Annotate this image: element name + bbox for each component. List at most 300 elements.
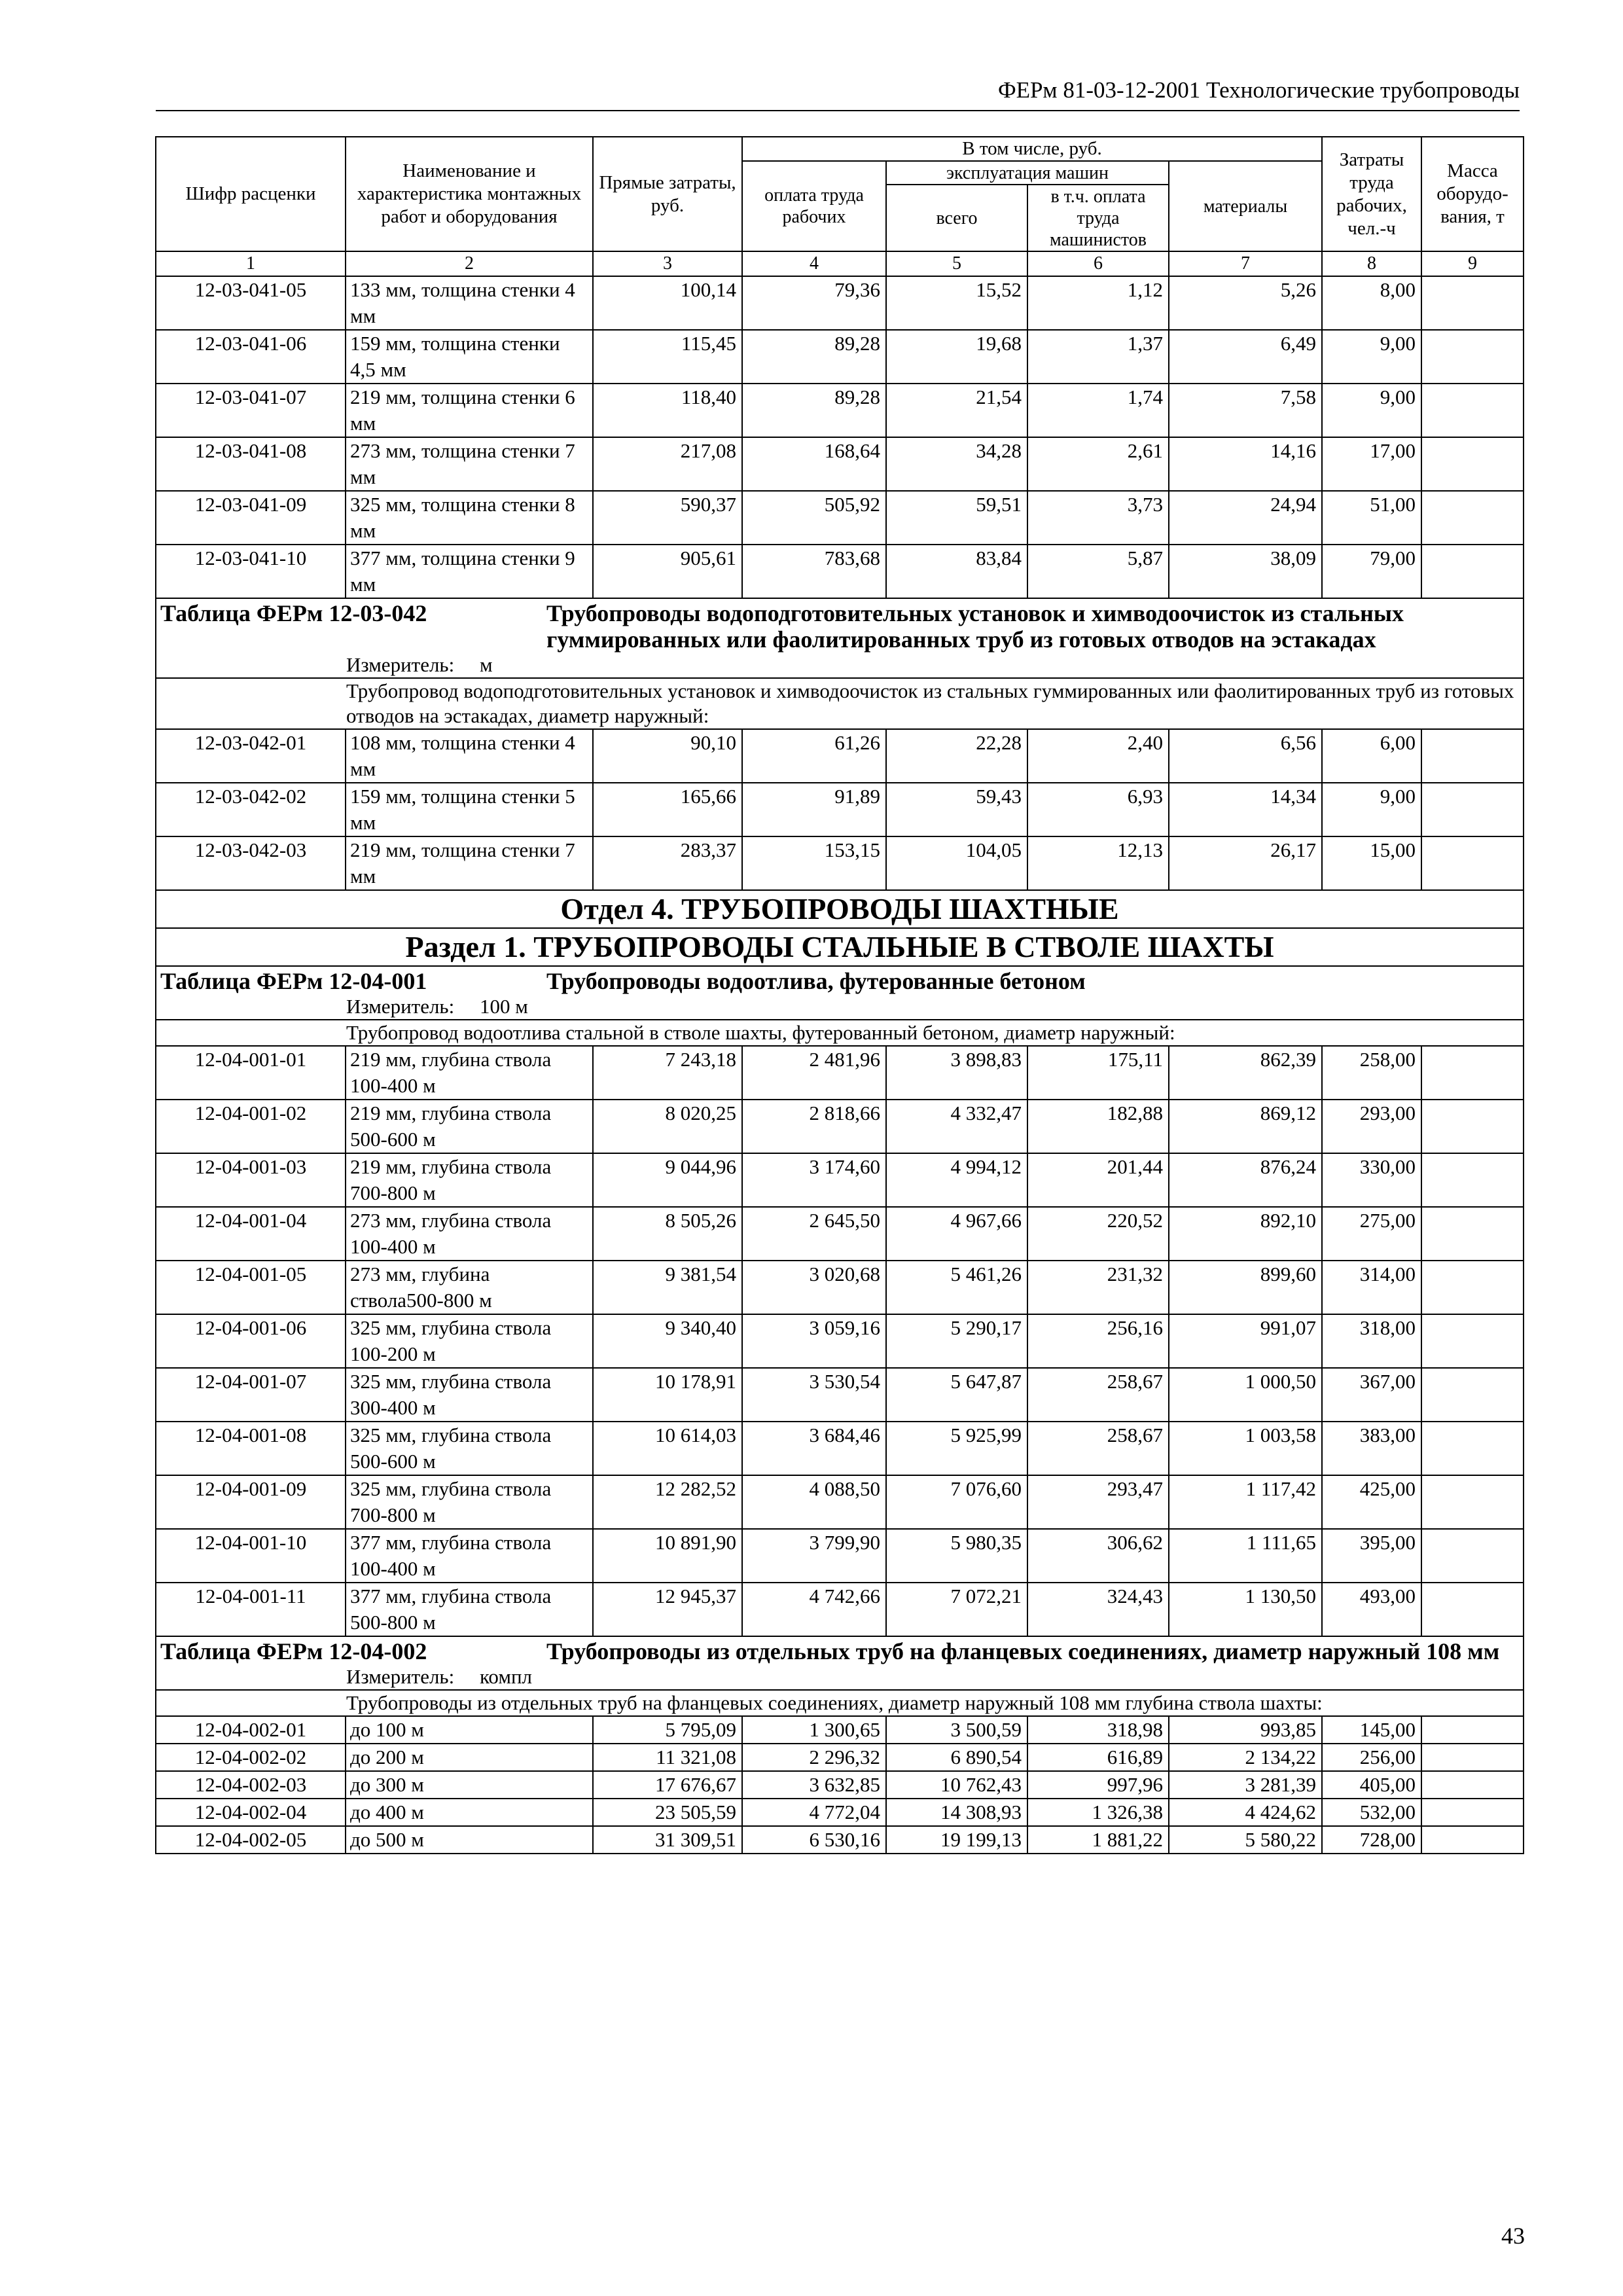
cell-materials: 1 130,50 [1169,1583,1322,1636]
cell-direct: 217,08 [593,437,742,491]
cell-workers: 3 020,68 [742,1261,886,1314]
table-row [156,1529,1524,1583]
cell-workers: 1 300,65 [742,1716,886,1744]
table-row [156,783,1524,836]
col-labor-header: Затраты труда рабочих, чел.-ч [1322,137,1421,251]
column-number: 7 [1169,251,1322,276]
table-name: Таблица ФЕРм 12-04-002 [160,1638,427,1664]
cell-labor: 275,00 [1322,1207,1421,1261]
cell-code: 12-04-001-05 [156,1261,346,1314]
cell-mass [1421,1422,1524,1475]
cell-name: 325 мм, глубина ствола 500-600 м [346,1422,593,1475]
cell-code: 12-03-041-06 [156,330,346,384]
table-row [156,1368,1524,1422]
cell-direct: 590,37 [593,491,742,545]
cell-code: 12-04-002-02 [156,1744,346,1771]
cell-workers: 2 296,32 [742,1744,886,1771]
table-001-heading [156,966,1524,1046]
cell-labor: 256,00 [1322,1744,1421,1771]
table-row [156,836,1524,890]
cell-direct: 118,40 [593,384,742,437]
cell-machines: 3 500,59 [886,1716,1027,1744]
cell-name: 325 мм, глубина ствола 100-200 м [346,1314,593,1368]
cell-machinists: 324,43 [1027,1583,1169,1636]
cell-workers: 89,28 [742,330,886,384]
cell-name: 377 мм, толщина стенки 9 мм [346,545,593,598]
cell-machines: 19 199,13 [886,1826,1027,1854]
cell-materials: 869,12 [1169,1100,1322,1153]
cell-mass [1421,384,1524,437]
cell-machines: 5 290,17 [886,1314,1027,1368]
cell-labor: 314,00 [1322,1261,1421,1314]
cell-machines: 59,51 [886,491,1027,545]
cell-mass [1421,1207,1524,1261]
cell-workers: 168,64 [742,437,886,491]
table-row [156,330,1524,384]
column-numbers [156,251,1524,276]
cell-machinists: 12,13 [1027,836,1169,890]
cell-direct: 17 676,67 [593,1771,742,1799]
cell-code: 12-04-001-10 [156,1529,346,1583]
cell-machinists: 220,52 [1027,1207,1169,1261]
table-note: Трубопровод водоотлива стальной в стволе шахты, футерованный бетоном, диаметр наружный: [156,1020,1524,1046]
cell-workers: 89,28 [742,384,886,437]
cell-name: до 400 м [346,1799,593,1826]
cell-materials: 24,94 [1169,491,1322,545]
cell-materials: 1 111,65 [1169,1529,1322,1583]
cell-code: 12-03-041-08 [156,437,346,491]
cell-machines: 3 898,83 [886,1046,1027,1100]
cell-mass [1421,1475,1524,1529]
cell-mass [1421,1314,1524,1368]
cell-machinists: 2,61 [1027,437,1169,491]
cell-machinists: 258,67 [1027,1368,1169,1422]
column-number: 8 [1322,251,1421,276]
cell-name: 159 мм, толщина стенки 4,5 мм [346,330,593,384]
cell-machines: 7 072,21 [886,1583,1027,1636]
cell-code: 12-04-001-11 [156,1583,346,1636]
cell-name: до 500 м [346,1826,593,1854]
table-row [156,1207,1524,1261]
cell-machinists: 5,87 [1027,545,1169,598]
cell-mass [1421,1799,1524,1826]
table-row [156,1100,1524,1153]
cell-mass [1421,1261,1524,1314]
table-row [156,1583,1524,1636]
cell-direct: 31 309,51 [593,1826,742,1854]
col-machines-header: эксплуатация машин [886,161,1169,185]
cell-workers: 79,36 [742,276,886,330]
cell-materials: 14,34 [1169,783,1322,836]
cell-labor: 17,00 [1322,437,1421,491]
col-name-header: Наименование и характеристика монтажных работ и оборудования [346,137,593,251]
cell-code: 12-03-041-10 [156,545,346,598]
table-row [156,1475,1524,1529]
cell-name: 219 мм, глубина ствола 500-600 м [346,1100,593,1153]
cell-labor: 145,00 [1322,1716,1421,1744]
cell-mass [1421,1716,1524,1744]
cell-materials: 6,49 [1169,330,1322,384]
table-042-body [156,729,1524,890]
cell-machinists: 2,40 [1027,729,1169,783]
cell-direct: 10 891,90 [593,1529,742,1583]
table-row [156,491,1524,545]
cell-name: 377 мм, глубина ствола 100-400 м [346,1529,593,1583]
cell-name: 273 мм, глубина ствола 100-400 м [346,1207,593,1261]
cell-machines: 4 994,12 [886,1153,1027,1207]
cell-materials: 862,39 [1169,1046,1322,1100]
cell-workers: 3 632,85 [742,1771,886,1799]
table-001-body [156,1046,1524,1636]
cell-code: 12-04-001-01 [156,1046,346,1100]
cell-materials: 14,16 [1169,437,1322,491]
cell-materials: 7,58 [1169,384,1322,437]
cell-code: 12-04-001-03 [156,1153,346,1207]
cell-labor: 405,00 [1322,1771,1421,1799]
table-row [156,545,1524,598]
cell-machinists: 306,62 [1027,1529,1169,1583]
cell-materials: 899,60 [1169,1261,1322,1314]
cell-workers: 2 818,66 [742,1100,886,1153]
cell-labor: 79,00 [1322,545,1421,598]
cell-workers: 61,26 [742,729,886,783]
cell-direct: 7 243,18 [593,1046,742,1100]
table-row [156,1771,1524,1799]
cell-machinists: 182,88 [1027,1100,1169,1153]
cell-code: 12-04-001-07 [156,1368,346,1422]
column-number: 5 [886,251,1027,276]
cell-name: до 300 м [346,1771,593,1799]
col-including-header: В том числе, руб. [742,137,1322,161]
cell-machines: 21,54 [886,384,1027,437]
unit-label: Измеритель: [346,1665,455,1688]
cell-machines: 104,05 [886,836,1027,890]
cell-direct: 283,37 [593,836,742,890]
cell-name: 219 мм, глубина ствола 100-400 м [346,1046,593,1100]
table-002-heading [156,1636,1524,1716]
table-note: Трубопроводы из отдельных труб на фланцевых соединениях, диаметр наружный 108 мм глубина ствола шахты: [156,1690,1524,1716]
table-row [156,1153,1524,1207]
cell-mass [1421,1153,1524,1207]
cell-mass [1421,1826,1524,1854]
cell-name: 273 мм, глубина ствола500-800 м [346,1261,593,1314]
cell-direct: 165,66 [593,783,742,836]
cell-labor: 258,00 [1322,1046,1421,1100]
cell-workers: 3 059,16 [742,1314,886,1368]
cell-direct: 8 505,26 [593,1207,742,1261]
col-mass-header: Масса оборудо-вания, т [1421,137,1524,251]
cell-materials: 892,10 [1169,1207,1322,1261]
cell-direct: 5 795,09 [593,1716,742,1744]
table-name: Таблица ФЕРм 12-03-042 [160,600,427,626]
cell-labor: 318,00 [1322,1314,1421,1368]
cell-name: 133 мм, толщина стенки 4 мм [346,276,593,330]
cell-workers: 4 772,04 [742,1799,886,1826]
cell-machinists: 616,89 [1027,1744,1169,1771]
division-title: Отдел 4. ТРУБОПРОВОДЫ ШАХТНЫЕ [156,890,1524,928]
table-row [156,1261,1524,1314]
cell-workers: 783,68 [742,545,886,598]
cell-name: 219 мм, толщина стенки 7 мм [346,836,593,890]
cell-code: 12-04-002-04 [156,1799,346,1826]
cell-machinists: 3,73 [1027,491,1169,545]
cell-machines: 5 461,26 [886,1261,1027,1314]
cell-direct: 8 020,25 [593,1100,742,1153]
col-code-header: Шифр расценки [156,137,346,251]
cell-name: 325 мм, глубина ствола 700-800 м [346,1475,593,1529]
cell-materials: 5,26 [1169,276,1322,330]
cell-direct: 10 178,91 [593,1368,742,1422]
cell-machinists: 258,67 [1027,1422,1169,1475]
cell-machinists: 201,44 [1027,1153,1169,1207]
table-row [156,1799,1524,1826]
cell-machines: 7 076,60 [886,1475,1027,1529]
cell-direct: 905,61 [593,545,742,598]
cell-direct: 23 505,59 [593,1799,742,1826]
table-row [156,1716,1524,1744]
cell-name: до 100 м [346,1716,593,1744]
cell-labor: 367,00 [1322,1368,1421,1422]
column-number: 4 [742,251,886,276]
cell-materials: 991,07 [1169,1314,1322,1368]
cell-labor: 15,00 [1322,836,1421,890]
cell-machinists: 1,37 [1027,330,1169,384]
cell-machines: 22,28 [886,729,1027,783]
cell-workers: 6 530,16 [742,1826,886,1854]
table-row [156,437,1524,491]
cell-mass [1421,1100,1524,1153]
cell-labor: 383,00 [1322,1422,1421,1475]
cell-machines: 4 967,66 [886,1207,1027,1261]
cell-machines: 15,52 [886,276,1027,330]
unit-value: компл [479,1665,533,1688]
table-title: Трубопроводы водоподготовительных установок и химводоочисток из стальных гуммированных или фаолитированных труб из готовых отводов на эстакадах [546,600,1404,653]
cell-name: 325 мм, глубина ствола 300-400 м [346,1368,593,1422]
table-row [156,384,1524,437]
cell-mass [1421,783,1524,836]
table-row [156,1046,1524,1100]
cell-code: 12-04-002-01 [156,1716,346,1744]
cell-workers: 3 530,54 [742,1368,886,1422]
cell-mass [1421,330,1524,384]
cell-code: 12-04-001-06 [156,1314,346,1368]
cell-machines: 10 762,43 [886,1771,1027,1799]
cell-materials: 38,09 [1169,545,1322,598]
col-machinists-header: в т.ч. оплата труда машинистов [1027,185,1169,251]
cell-labor: 9,00 [1322,783,1421,836]
table-note: Трубопровод водоподготовительных установок и химводоочисток из стальных гуммированных или фаолитированных труб из готовых отводов на эстакадах, диаметр наружный: [156,678,1524,729]
cell-materials: 3 281,39 [1169,1771,1322,1799]
cell-code: 12-03-041-07 [156,384,346,437]
cell-labor: 9,00 [1322,384,1421,437]
cell-mass [1421,1046,1524,1100]
cell-machinists: 293,47 [1027,1475,1169,1529]
cell-code: 12-03-041-09 [156,491,346,545]
column-number: 2 [346,251,593,276]
cell-materials: 1 000,50 [1169,1368,1322,1422]
cell-mass [1421,1771,1524,1799]
cell-mass [1421,276,1524,330]
cell-direct: 100,14 [593,276,742,330]
col-materials-header: материалы [1169,161,1322,251]
cell-workers: 91,89 [742,783,886,836]
column-number: 3 [593,251,742,276]
column-number: 9 [1421,251,1524,276]
cell-direct: 12 945,37 [593,1583,742,1636]
cell-machinists: 1,12 [1027,276,1169,330]
document-title: ФЕРм 81-03-12-2001 Технологические трубопроводы [997,77,1520,103]
cell-machines: 83,84 [886,545,1027,598]
cell-labor: 728,00 [1322,1826,1421,1854]
cell-mass [1421,545,1524,598]
cell-machinists: 318,98 [1027,1716,1169,1744]
cell-workers: 4 088,50 [742,1475,886,1529]
cell-name: 273 мм, толщина стенки 7 мм [346,437,593,491]
cell-workers: 4 742,66 [742,1583,886,1636]
table-row [156,1422,1524,1475]
col-workers-header: оплата труда рабочих [742,161,886,251]
column-number: 1 [156,251,346,276]
table-row [156,1826,1524,1854]
cell-code: 12-04-001-08 [156,1422,346,1475]
cell-mass [1421,1368,1524,1422]
table-002-body [156,1716,1524,1854]
cell-machinists: 1 881,22 [1027,1826,1169,1854]
price-table [155,136,1524,1854]
cell-direct: 10 614,03 [593,1422,742,1475]
cell-labor: 293,00 [1322,1100,1421,1153]
cell-machinists: 175,11 [1027,1046,1169,1100]
cell-direct: 9 381,54 [593,1261,742,1314]
page-header [156,77,1520,111]
cell-direct: 11 321,08 [593,1744,742,1771]
cell-name: 108 мм, толщина стенки 4 мм [346,729,593,783]
cell-code: 12-03-042-02 [156,783,346,836]
cell-direct: 9 044,96 [593,1153,742,1207]
section-title: Раздел 1. ТРУБОПРОВОДЫ СТАЛЬНЫЕ В СТВОЛЕ ШАХТЫ [156,928,1524,966]
col-machines-total-header: всего [886,185,1027,251]
cell-materials: 6,56 [1169,729,1322,783]
cell-labor: 6,00 [1322,729,1421,783]
cell-name: до 200 м [346,1744,593,1771]
cell-labor: 330,00 [1322,1153,1421,1207]
cell-machinists: 997,96 [1027,1771,1169,1799]
cell-mass [1421,437,1524,491]
cell-code: 12-04-001-09 [156,1475,346,1529]
cell-materials: 4 424,62 [1169,1799,1322,1826]
cell-materials: 1 003,58 [1169,1422,1322,1475]
cell-code: 12-03-041-05 [156,276,346,330]
cell-labor: 532,00 [1322,1799,1421,1826]
cell-machinists: 231,32 [1027,1261,1169,1314]
cell-machines: 19,68 [886,330,1027,384]
division-heading [156,890,1524,966]
unit-label: Измеритель: [346,995,455,1018]
table-row [156,1744,1524,1771]
unit-value: м [479,653,493,676]
cell-name: 377 мм, глубина ствола 500-800 м [346,1583,593,1636]
cell-direct: 9 340,40 [593,1314,742,1368]
column-number: 6 [1027,251,1169,276]
table-title: Трубопроводы водоотлива, футерованные бетоном [546,968,1086,994]
cell-code: 12-04-001-02 [156,1100,346,1153]
cell-mass [1421,491,1524,545]
cell-workers: 153,15 [742,836,886,890]
table-name: Таблица ФЕРм 12-04-001 [160,968,427,994]
table-041-body [156,276,1524,598]
col-direct-header: Прямые затраты, руб. [593,137,742,251]
cell-machines: 4 332,47 [886,1100,1027,1153]
cell-name: 219 мм, толщина стенки 6 мм [346,384,593,437]
cell-machines: 5 925,99 [886,1422,1027,1475]
table-row [156,276,1524,330]
cell-code: 12-04-002-03 [156,1771,346,1799]
page-number: 43 [1501,2223,1525,2249]
unit-value: 100 м [479,995,528,1018]
cell-mass [1421,836,1524,890]
cell-code: 12-04-001-04 [156,1207,346,1261]
cell-machinists: 256,16 [1027,1314,1169,1368]
cell-workers: 3 799,90 [742,1529,886,1583]
unit-label: Измеритель: [346,653,455,676]
cell-name: 159 мм, толщина стенки 5 мм [346,783,593,836]
table-row [156,729,1524,783]
cell-materials: 2 134,22 [1169,1744,1322,1771]
cell-machines: 59,43 [886,783,1027,836]
cell-machines: 14 308,93 [886,1799,1027,1826]
cell-labor: 425,00 [1322,1475,1421,1529]
cell-materials: 993,85 [1169,1716,1322,1744]
cell-labor: 493,00 [1322,1583,1421,1636]
cell-mass [1421,1529,1524,1583]
cell-workers: 2 481,96 [742,1046,886,1100]
table-title: Трубопроводы из отдельных труб на фланцевых соединениях, диаметр наружный 108 мм [546,1638,1500,1664]
cell-materials: 5 580,22 [1169,1826,1322,1854]
cell-materials: 1 117,42 [1169,1475,1322,1529]
cell-labor: 395,00 [1322,1529,1421,1583]
cell-direct: 115,45 [593,330,742,384]
cell-code: 12-03-042-01 [156,729,346,783]
cell-code: 12-04-002-05 [156,1826,346,1854]
cell-direct: 12 282,52 [593,1475,742,1529]
cell-labor: 8,00 [1322,276,1421,330]
cell-workers: 3 684,46 [742,1422,886,1475]
cell-machinists: 6,93 [1027,783,1169,836]
table-header [156,137,1524,276]
cell-machines: 5 980,35 [886,1529,1027,1583]
cell-mass [1421,1583,1524,1636]
cell-direct: 90,10 [593,729,742,783]
cell-machines: 5 647,87 [886,1368,1027,1422]
cell-machinists: 1 326,38 [1027,1799,1169,1826]
cell-code: 12-03-042-03 [156,836,346,890]
cell-workers: 505,92 [742,491,886,545]
cell-machines: 34,28 [886,437,1027,491]
cell-name: 219 мм, глубина ствола 700-800 м [346,1153,593,1207]
cell-machines: 6 890,54 [886,1744,1027,1771]
table-042-heading [156,598,1524,729]
cell-mass [1421,729,1524,783]
cell-workers: 3 174,60 [742,1153,886,1207]
cell-mass [1421,1744,1524,1771]
cell-labor: 9,00 [1322,330,1421,384]
cell-name: 325 мм, толщина стенки 8 мм [346,491,593,545]
cell-machinists: 1,74 [1027,384,1169,437]
cell-materials: 26,17 [1169,836,1322,890]
cell-workers: 2 645,50 [742,1207,886,1261]
cell-materials: 876,24 [1169,1153,1322,1207]
table-row [156,1314,1524,1368]
